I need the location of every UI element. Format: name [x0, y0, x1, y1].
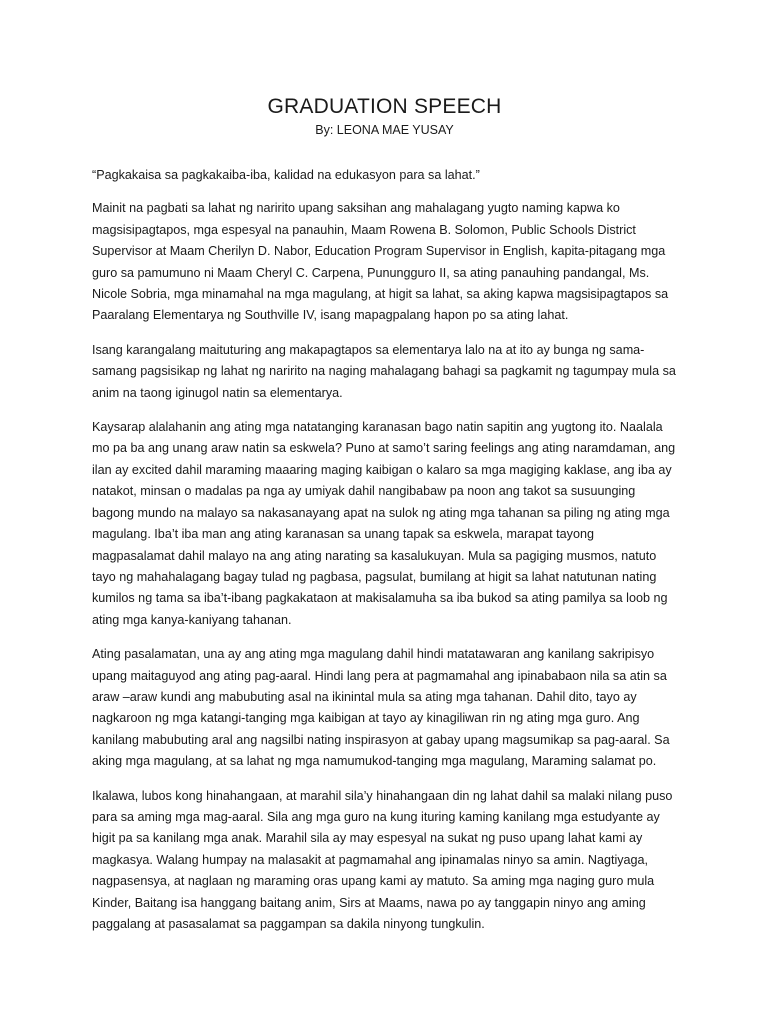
paragraph-thanks-teachers: Ikalawa, lubos kong hinahangaan, at marahil sila’y hinahangaan din ng lahat dahil sa malaki nilang puso para sa aming mga mag-aaral. Sila ang mga guro na kung ituring kaming kanilang mga estudyante ay higit pa sa kanilang mga anak. Marahil sila ay may espesyal na sukat ng puso upang lahat kami ay magkasya. Walang humpay na malasakit at pagmamahal ang ipinamalas ninyo sa amin. Nagtiyaga, nagpasensya, at naglaan ng maraming oras upang kami ay matuto. Sa aming mga naging guro mula Kinder, Baitang isa hanggang baitang anim, Sirs at Maams, nawa po ay tanggapin ninyo ang aming paggalang at pasasalamat sa paggampan sa dakila ninyong tungkulin.: [92, 788, 673, 931]
document-title: GRADUATION SPEECH: [267, 95, 502, 118]
paragraph-thanks-parents: Ating pasalamatan, una ay ang ating mga magulang dahil hindi matatawaran ang kanilang sakripisyo upang maitaguyod ang ating pag-aaral. Hindi lang pera at pagmamahal ang ipinababaon nila sa atin sa araw –araw kundi ang mabubuting asal na ikinintal mula sa ating mga tahanan. Dahil dito, tayo ay nagkaroon ng mga katangi-tanging mga kaibigan at tayo ay kinagiliwan rin ng ating mga guro. Ang kanilang mabubuting aral ang nagsilbi nating inspirasyon at gabay upang magsumikap sa pag-aaral. Sa aking mga magulang, at sa lahat ng mga namumukod-tanging mga magulang, Maraming salamat po.: [92, 647, 670, 769]
theme-quote: “Pagkakaisa sa pagkakaiba-iba, kalidad na edukasyon para sa lahat.”: [92, 168, 480, 182]
speech-content: [92, 94, 677, 935]
author-byline: By: LEONA MAE YUSAY: [315, 123, 454, 137]
paragraph-memories: Kaysarap alalahanin ang ating mga natatanging karanasan bago natin sapitin ang yugtong ito. Naalala mo pa ba ang unang araw natin sa eskwela? Puno at samo’t saring feelings ang ating naramdaman, ang ilan ay excited dahil maraming maaaring maging kaibigan o kalaro sa mga magiging kaklase, ang iba ay natakot, minsan o madalas pa nga ay umiyak dahil nangibabaw pa noon ang takot sa susuunging bagong mundo na malayo sa nakasanayang apat na sulok ng ating mga tahanan sa piling ng ating mga magulang. Iba’t iba man ang ating karanasan sa unang tapak sa eskwela, marapat tayong magpasalamat dahil malayo na ang ating narating sa kasalukuyan. Mula sa pagiging musmos, natuto tayo ng mahahalagang bagay tulad ng pagbasa, pagsulat, bumilang at higit sa lahat natutunan nating kumilos ng tama sa iba’t-ibang pagkakataon at makisalamuha sa iba bukod sa ating pamilya sa loob ng ating mga kanya-kaniyang tahanan.: [92, 420, 676, 627]
paragraph-greeting: Mainit na pagbati sa lahat ng naririto upang saksihan ang mahalagang yugto naming kapwa ko magsisipagtapos, mga espesyal na panauhin, Maam Rowena B. Solomon, Public Schools District Supervisor at Maam Cherilyn D. Nabor, Education Program Supervisor in English, kapita-pitagang mga guro sa pamumuno ni Maam Cheryl C. Carpena, Punungguro II, sa ating panauhing pandangal, Ms. Nicole Sobria, mga minamahal na mga magulang, at higit sa lahat, sa aking kapwa magsisipagtapos sa Paaralang Elementarya ng Southville IV, isang mapagpalang hapon po sa ating lahat.: [92, 201, 669, 323]
paragraph-honor: Isang karangalang maituturing ang makapagtapos sa elementarya lalo na at ito ay bunga ng sama-samang pagsisikap ng lahat ng naririto na naging mahalagang bahagi sa pagkamit ng tagumpay mula sa anim na taong iginugol natin sa elementarya.: [92, 342, 676, 400]
